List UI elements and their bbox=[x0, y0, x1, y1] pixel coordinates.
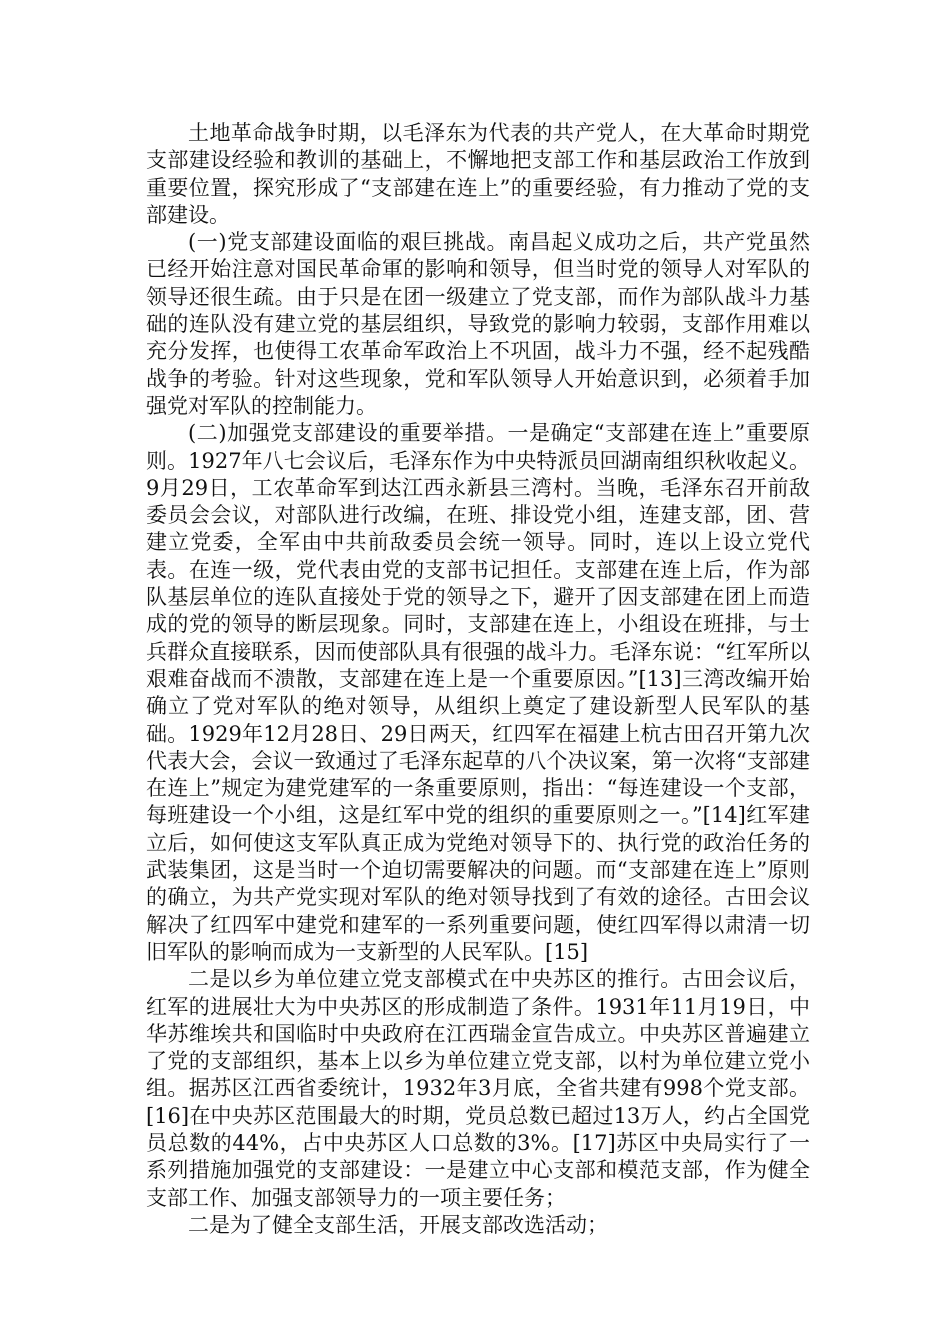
paragraph-challenges: (一)党支部建设面临的艰巨挑战。南昌起义成功之后，共产党虽然已经开始注意对国民革命軍的影响和领导，但当时党的领导人对军队的领导还很生疏。由于只是在团一级建立了党支部，而作为部队战斗力基础的连队没有建立党的基层组织，导致党的影响力较弱，支部作用难以充分发挥，也使得工农革命军政治上不巩固，战斗力不强，经不起残酷战争的考验。针对这些现象，党和军队领导人开始意识到，必须着手加强党对军队的控制能力。 bbox=[146, 230, 810, 418]
paragraph-measures: (二)加强党支部建设的重要举措。一是确定“支部建在连上”重要原则。1927年八七会议后，毛泽东作为中央特派员回湖南组织秋收起义。9月29日，工农革命军到达江西永新县三湾村。当晚，毛泽东召开前敌委员会会议，对部队进行改编，在班、排设党小组，连建支部，团、营建立党委，全军由中共前敌委员会统一领导。同时，连以上设立党代表。在连一级，党代表由党的支部书记担任。支部建在连上后，作为部队基层单位的连队直接处于党的领导之下，避开了因支部建在团上而造成的党的领导的断层现象。同时，支部建在连上，小组设在班排，与士兵群众直接联系，因而使部队具有很强的战斗力。毛泽东说：“红军所以艰难奋战而不溃散，支部建在连上是一个重要原因。”[13]三湾改编开始确立了党对军队的绝对领导，从组织上奠定了建设新型人民军队的基础。1929年12月28日、29日两天，红四军在福建上杭古田召开第九次代表大会，会议一致通过了毛泽东起草的八个决议案，第一次将“支部建在连上”规定为建党建军的一条重要原则，指出：“每连建设一个支部，每班建设一个小组，这是红军中党的组织的重要原则之一。”[14]红军建立后，如何使这支军队真正成为党绝对领导下的、执行党的政治任务的武装集团，这是当时一个迫切需要解决的问题。而“支部建在连上”原则的确立，为共产党实现对军队的绝对领导找到了有效的途径。古田会议解决了红四军中建党和建军的一系列重要问题，使红四军得以肃清一切旧军队的影响而成为一支新型的人民军队。[15] bbox=[146, 421, 810, 964]
paragraph-branch-reelection: 二是为了健全支部生活，开展支部改选活动； bbox=[188, 1212, 608, 1237]
paragraph-intro: 土地革命战争时期，以毛泽东为代表的共产党人，在大革命时期党支部建设经验和教训的基础上，不懈地把支部工作和基层政治工作放到重要位置，探究形成了“支部建在连上”的重要经验，有力推动了党的支部建设。 bbox=[146, 121, 810, 227]
paragraph-township-branches: 二是以乡为单位建立党支部模式在中央苏区的推行。古田会议后，红军的进展壮大为中央苏区的形成制造了条件。1931年11月19日，中华苏维埃共和国临时中央政府在江西瑞金宣告成立。中央苏区普遍建立了党的支部组织，基本上以乡为单位建立党支部，以村为单位建立党小组。据苏区江西省委统计，1932年3月底，全省共建有998个党支部。[16]在中央苏区范围最大的时期，党员总数已超过13万人，约占全国党员总数的44%，占中央苏区人口总数的3%。[17]苏区中央局实行了一系列措施加强党的支部建设：一是建立中心支部和模范支部，作为健全支部工作、加强支部领导力的一项主要任务； bbox=[146, 967, 810, 1210]
document-page bbox=[146, 120, 810, 1239]
